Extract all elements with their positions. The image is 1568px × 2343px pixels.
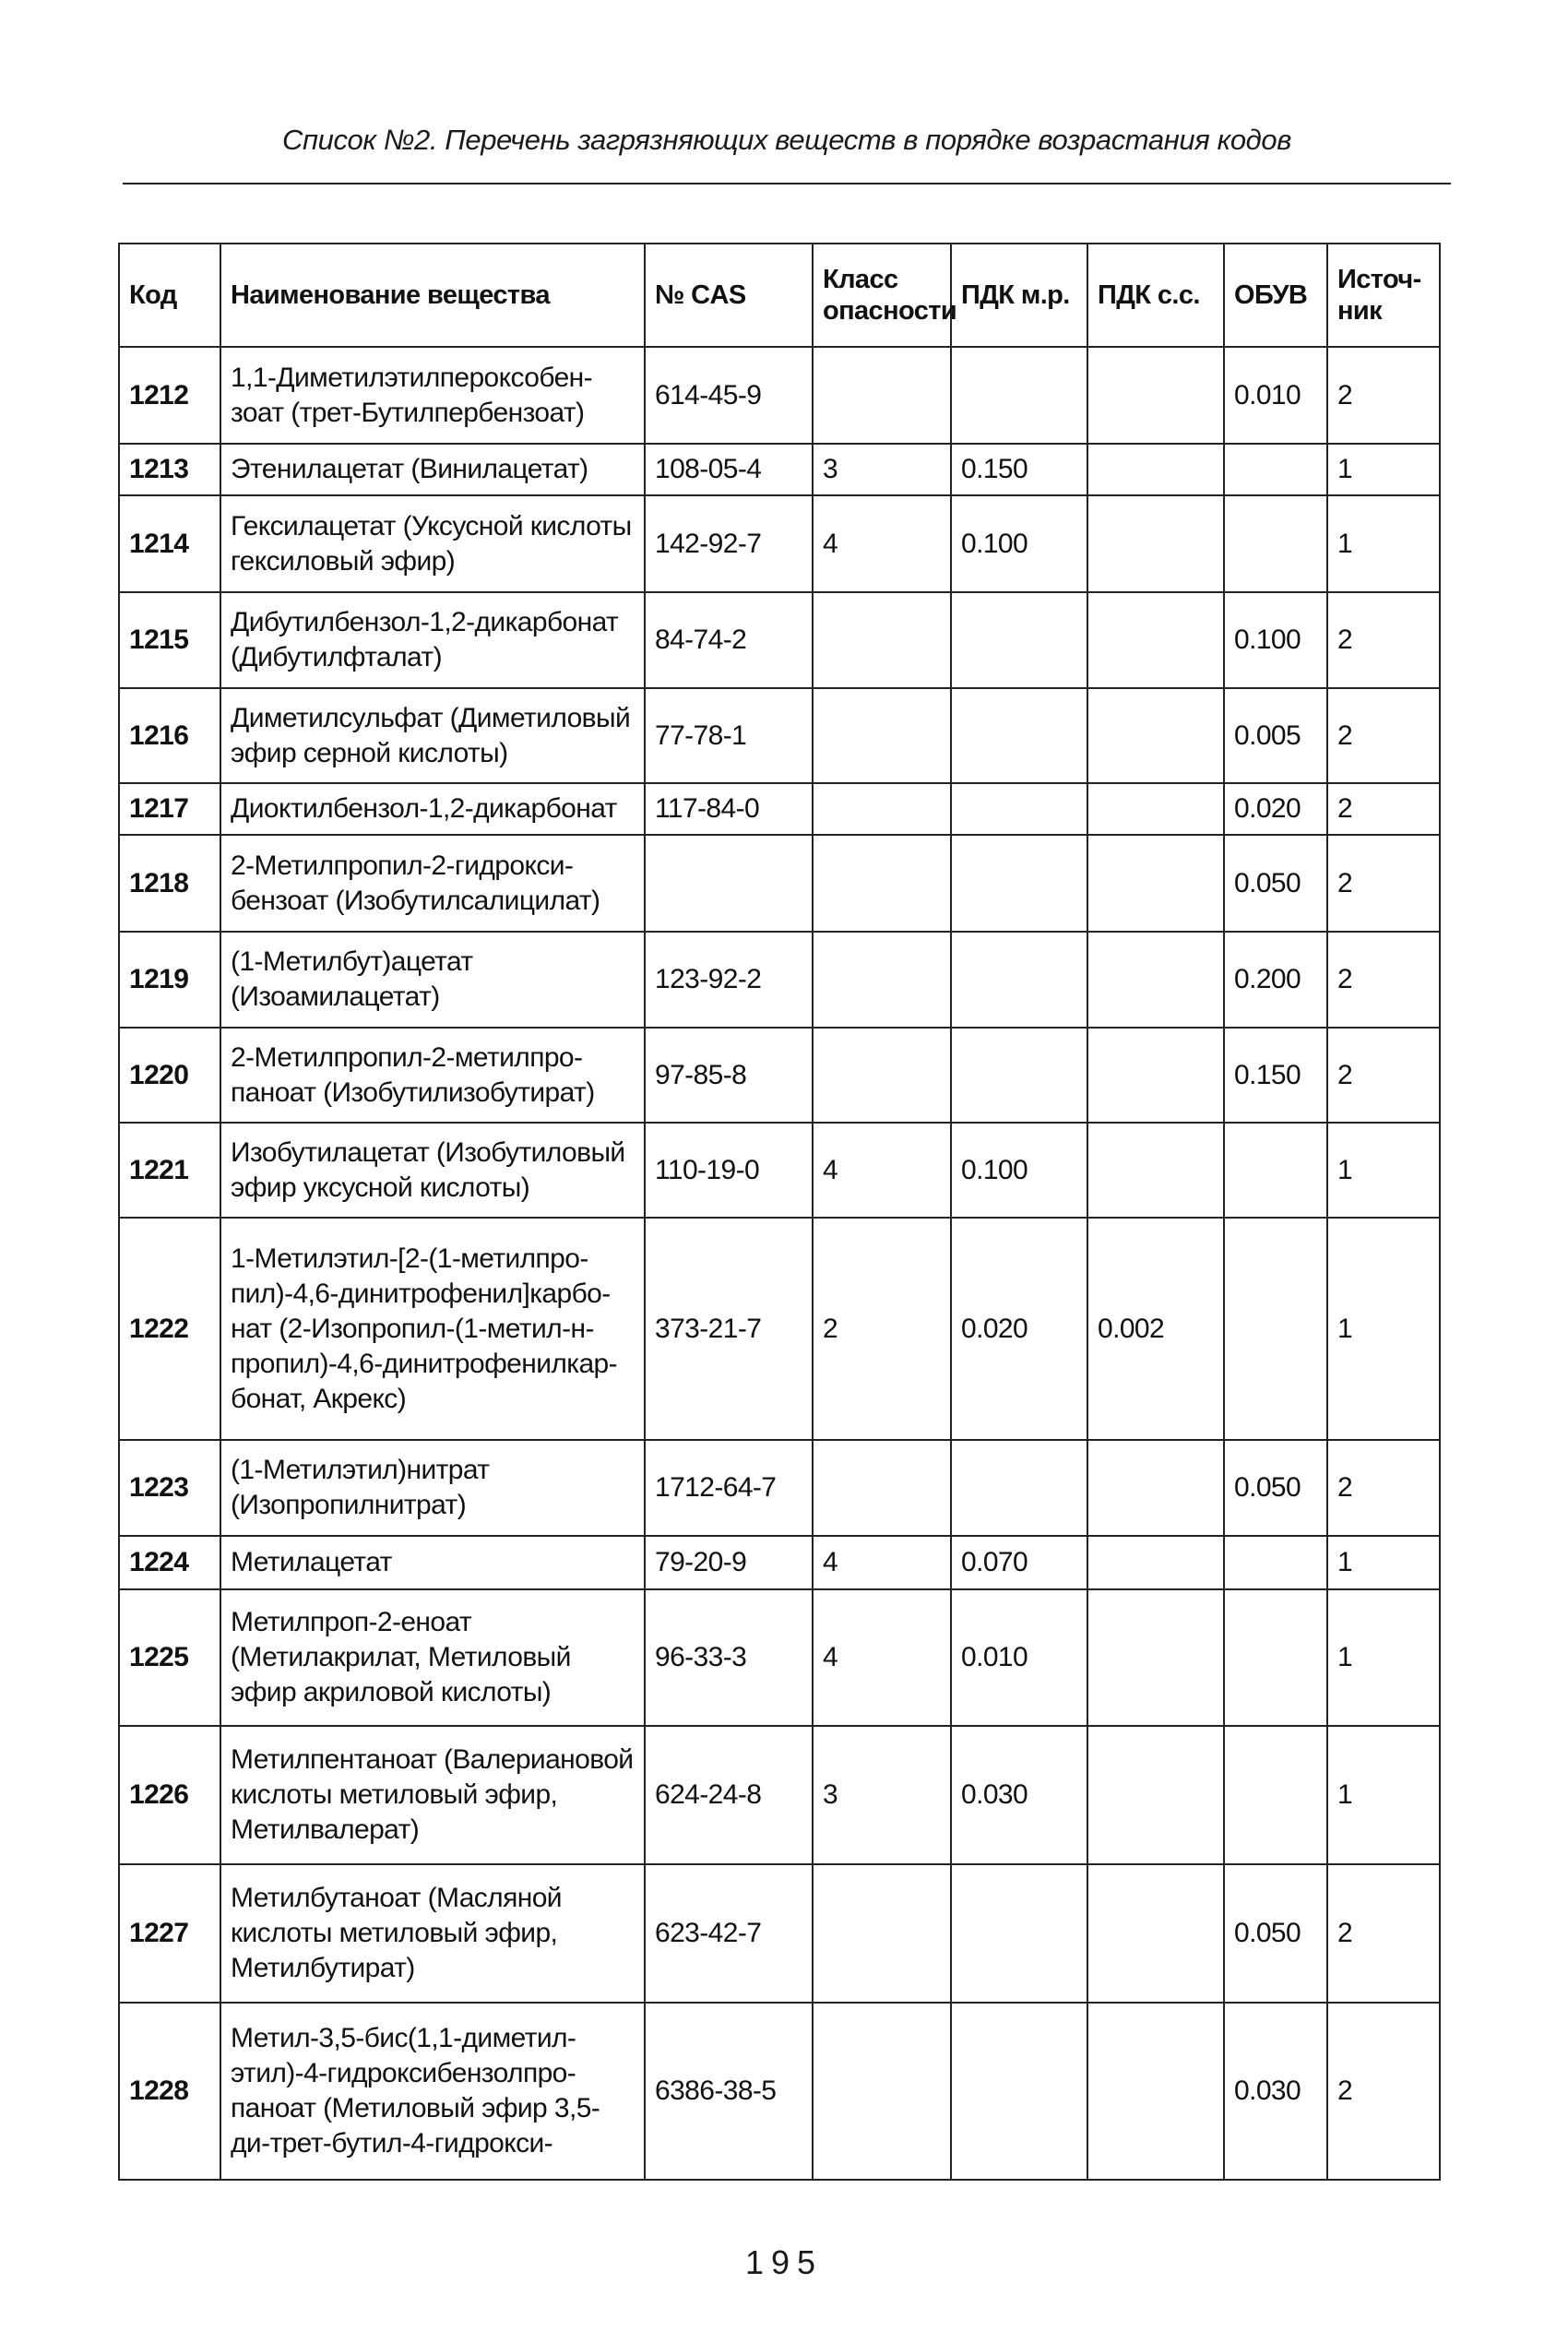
cell-hazard-class [813, 932, 951, 1028]
cell-pdk-mr: 0.100 [951, 1123, 1087, 1218]
cell-obuv: 0.150 [1224, 1028, 1327, 1123]
cell-substance-name: (1-Метилбут)ацетат (Изоамилацетат) [220, 932, 645, 1028]
cell-pdk-mr: 0.100 [951, 495, 1087, 592]
cell-source: 1 [1327, 444, 1440, 495]
cell-source: 2 [1327, 932, 1440, 1028]
cell-obuv [1224, 1589, 1327, 1726]
cell-substance-name: Этенилацетат (Винилацетат) [220, 444, 645, 495]
page-title: Список №2. Перечень загрязняющих веществ в порядке возрастания кодов [281, 124, 1292, 156]
cell-pdk-mr [951, 932, 1087, 1028]
cell-hazard-class: 3 [813, 1726, 951, 1864]
cell-source: 2 [1327, 1028, 1440, 1123]
cell-source: 2 [1327, 347, 1440, 444]
cell-source: 1 [1327, 1726, 1440, 1864]
cell-code: 1223 [119, 1440, 220, 1536]
table-row [119, 688, 1440, 783]
cell-cas-number: 1712-64-7 [645, 1440, 813, 1536]
column-header-pdk-ss: ПДК с.с. [1087, 244, 1224, 347]
cell-pdk-ss [1087, 592, 1224, 688]
cell-pdk-ss [1087, 2003, 1224, 2180]
cell-substance-name: Диоктилбензол-1,2-дикарбонат [220, 783, 645, 835]
cell-substance-name: 1-Метилэтил-[2-(1-метилпро-пил)-4,6-динитрофенил]карбо-нат (2-Изопропил-(1-метил-н-пропил)-4,6-динитрофенилкар-бонат, Акрекс) [220, 1218, 645, 1440]
cell-pdk-mr: 0.020 [951, 1218, 1087, 1440]
column-header-code: Код [119, 244, 220, 347]
cell-code: 1213 [119, 444, 220, 495]
cell-cas-number: 6386-38-5 [645, 2003, 813, 2180]
cell-pdk-mr: 0.150 [951, 444, 1087, 495]
cell-hazard-class [813, 835, 951, 932]
cell-obuv [1224, 495, 1327, 592]
cell-source: 2 [1327, 1440, 1440, 1536]
cell-cas-number: 123-92-2 [645, 932, 813, 1028]
table-row [119, 592, 1440, 688]
cell-pdk-ss [1087, 1726, 1224, 1864]
cell-hazard-class [813, 592, 951, 688]
cell-code: 1215 [119, 592, 220, 688]
column-header-name: Наименование вещества [220, 244, 645, 347]
cell-pdk-mr [951, 347, 1087, 444]
cell-cas-number [645, 835, 813, 932]
cell-pdk-ss [1087, 495, 1224, 592]
cell-pdk-ss [1087, 1864, 1224, 2003]
cell-hazard-class: 2 [813, 1218, 951, 1440]
column-header-obuv: ОБУВ [1224, 244, 1327, 347]
table-row [119, 1864, 1440, 2003]
cell-hazard-class: 4 [813, 495, 951, 592]
cell-source: 2 [1327, 592, 1440, 688]
table-row [119, 1589, 1440, 1726]
cell-cas-number: 614-45-9 [645, 347, 813, 444]
cell-hazard-class: 3 [813, 444, 951, 495]
cell-code: 1227 [119, 1864, 220, 2003]
cell-code: 1217 [119, 783, 220, 835]
cell-cas-number: 79-20-9 [645, 1536, 813, 1589]
cell-code: 1221 [119, 1123, 220, 1218]
cell-source: 1 [1327, 1589, 1440, 1726]
cell-cas-number: 84-74-2 [645, 592, 813, 688]
cell-obuv [1224, 1536, 1327, 1589]
column-header-source: Источ-ник [1327, 244, 1440, 347]
cell-pdk-ss [1087, 835, 1224, 932]
table-row [119, 495, 1440, 592]
cell-pdk-mr [951, 1440, 1087, 1536]
cell-hazard-class [813, 783, 951, 835]
cell-substance-name: 2-Метилпропил-2-гидрокси-бензоат (Изобутилсалицилат) [220, 835, 645, 932]
cell-code: 1224 [119, 1536, 220, 1589]
cell-substance-name: (1-Метилэтил)нитрат (Изопропилнитрат) [220, 1440, 645, 1536]
table-row [119, 932, 1440, 1028]
cell-pdk-ss [1087, 1589, 1224, 1726]
cell-pdk-ss [1087, 347, 1224, 444]
cell-pdk-mr [951, 783, 1087, 835]
cell-cas-number: 96-33-3 [645, 1589, 813, 1726]
cell-cas-number: 373-21-7 [645, 1218, 813, 1440]
cell-pdk-ss [1087, 1536, 1224, 1589]
cell-substance-name: Метил-3,5-бис(1,1-диметил-этил)-4-гидроксибензолпро-паноат (Метиловый эфир 3,5-ди-трет-бутил-4-гидрокси- [220, 2003, 645, 2180]
table-row [119, 1536, 1440, 1589]
cell-source: 1 [1327, 1536, 1440, 1589]
cell-substance-name: Метилбутаноат (Масляной кислоты метиловый эфир, Метилбутират) [220, 1864, 645, 2003]
cell-pdk-ss [1087, 1440, 1224, 1536]
cell-code: 1219 [119, 932, 220, 1028]
cell-pdk-mr [951, 592, 1087, 688]
cell-obuv: 0.050 [1224, 835, 1327, 932]
cell-cas-number: 117-84-0 [645, 783, 813, 835]
cell-pdk-mr [951, 835, 1087, 932]
cell-substance-name: Дибутилбензол-1,2-дикарбонат (Дибутилфталат) [220, 592, 645, 688]
cell-pdk-ss [1087, 932, 1224, 1028]
page-number: 195 [744, 2243, 824, 2281]
header-divider [123, 183, 1451, 184]
table-row [119, 2003, 1440, 2180]
cell-obuv: 0.030 [1224, 2003, 1327, 2180]
cell-cas-number: 108-05-4 [645, 444, 813, 495]
cell-code: 1225 [119, 1589, 220, 1726]
table-row [119, 835, 1440, 932]
table-row [119, 1028, 1440, 1123]
cell-obuv [1224, 1123, 1327, 1218]
cell-cas-number: 624-24-8 [645, 1726, 813, 1864]
cell-hazard-class [813, 688, 951, 783]
cell-pdk-mr [951, 1864, 1087, 2003]
cell-substance-name: Изобутилацетат (Изобутиловый эфир уксусной кислоты) [220, 1123, 645, 1218]
cell-obuv: 0.050 [1224, 1864, 1327, 2003]
cell-source: 1 [1327, 1123, 1440, 1218]
cell-obuv: 0.010 [1224, 347, 1327, 444]
cell-obuv: 0.200 [1224, 932, 1327, 1028]
cell-pdk-mr: 0.030 [951, 1726, 1087, 1864]
cell-hazard-class [813, 347, 951, 444]
table-row [119, 1123, 1440, 1218]
cell-code: 1222 [119, 1218, 220, 1440]
cell-obuv: 0.100 [1224, 592, 1327, 688]
table-row [119, 347, 1440, 444]
cell-obuv [1224, 444, 1327, 495]
cell-hazard-class: 4 [813, 1536, 951, 1589]
cell-substance-name: Гексилацетат (Уксусной кислоты гексиловый эфир) [220, 495, 645, 592]
cell-source: 2 [1327, 688, 1440, 783]
cell-obuv: 0.050 [1224, 1440, 1327, 1536]
cell-substance-name: 1,1-Диметилэтилпероксобен-зоат (трет-Бутилпербензоат) [220, 347, 645, 444]
cell-source: 2 [1327, 1864, 1440, 2003]
cell-hazard-class [813, 1864, 951, 2003]
cell-source: 2 [1327, 2003, 1440, 2180]
cell-pdk-mr: 0.010 [951, 1589, 1087, 1726]
cell-cas-number: 110-19-0 [645, 1123, 813, 1218]
cell-pdk-ss [1087, 1028, 1224, 1123]
column-header-cas: № CAS [645, 244, 813, 347]
cell-pdk-mr: 0.070 [951, 1536, 1087, 1589]
cell-substance-name: Диметилсульфат (Диметиловый эфир серной кислоты) [220, 688, 645, 783]
cell-code: 1220 [119, 1028, 220, 1123]
cell-code: 1212 [119, 347, 220, 444]
cell-substance-name: Метилацетат [220, 1536, 645, 1589]
cell-cas-number: 142-92-7 [645, 495, 813, 592]
cell-hazard-class [813, 1440, 951, 1536]
cell-pdk-ss [1087, 444, 1224, 495]
cell-source: 1 [1327, 495, 1440, 592]
cell-hazard-class: 4 [813, 1123, 951, 1218]
table-row [119, 1440, 1440, 1536]
cell-source: 1 [1327, 1218, 1440, 1440]
cell-hazard-class: 4 [813, 1589, 951, 1726]
table-row [119, 783, 1440, 835]
cell-substance-name: 2-Метилпропил-2-метилпро-паноат (Изобутилизобутират) [220, 1028, 645, 1123]
cell-cas-number: 97-85-8 [645, 1028, 813, 1123]
cell-pdk-mr [951, 2003, 1087, 2180]
cell-pdk-mr [951, 1028, 1087, 1123]
cell-code: 1226 [119, 1726, 220, 1864]
cell-cas-number: 77-78-1 [645, 688, 813, 783]
cell-obuv [1224, 1726, 1327, 1864]
table-row [119, 444, 1440, 495]
cell-pdk-ss [1087, 1123, 1224, 1218]
cell-cas-number: 623-42-7 [645, 1864, 813, 2003]
header-row [119, 244, 1440, 347]
cell-hazard-class [813, 2003, 951, 2180]
cell-obuv: 0.020 [1224, 783, 1327, 835]
cell-obuv: 0.005 [1224, 688, 1327, 783]
table-row [119, 1218, 1440, 1440]
cell-source: 2 [1327, 835, 1440, 932]
cell-obuv [1224, 1218, 1327, 1440]
cell-pdk-ss: 0.002 [1087, 1218, 1224, 1440]
cell-pdk-ss [1087, 688, 1224, 783]
cell-substance-name: Метилпроп-2-еноат (Метилакрилат, Метиловый эфир акриловой кислоты) [220, 1589, 645, 1726]
cell-code: 1218 [119, 835, 220, 932]
cell-code: 1228 [119, 2003, 220, 2180]
cell-code: 1214 [119, 495, 220, 592]
cell-hazard-class [813, 1028, 951, 1123]
column-header-hazard-class: Класс опасности [813, 244, 951, 347]
table-header [119, 244, 1440, 347]
cell-code: 1216 [119, 688, 220, 783]
table-row [119, 1726, 1440, 1864]
table-body [119, 347, 1440, 2180]
cell-substance-name: Метилпентаноат (Валериановой кислоты метиловый эфир, Метилвалерат) [220, 1726, 645, 1864]
pollutants-table [118, 243, 1441, 2181]
cell-source: 2 [1327, 783, 1440, 835]
column-header-pdk-mr: ПДК м.р. [951, 244, 1087, 347]
cell-pdk-mr [951, 688, 1087, 783]
cell-pdk-ss [1087, 783, 1224, 835]
